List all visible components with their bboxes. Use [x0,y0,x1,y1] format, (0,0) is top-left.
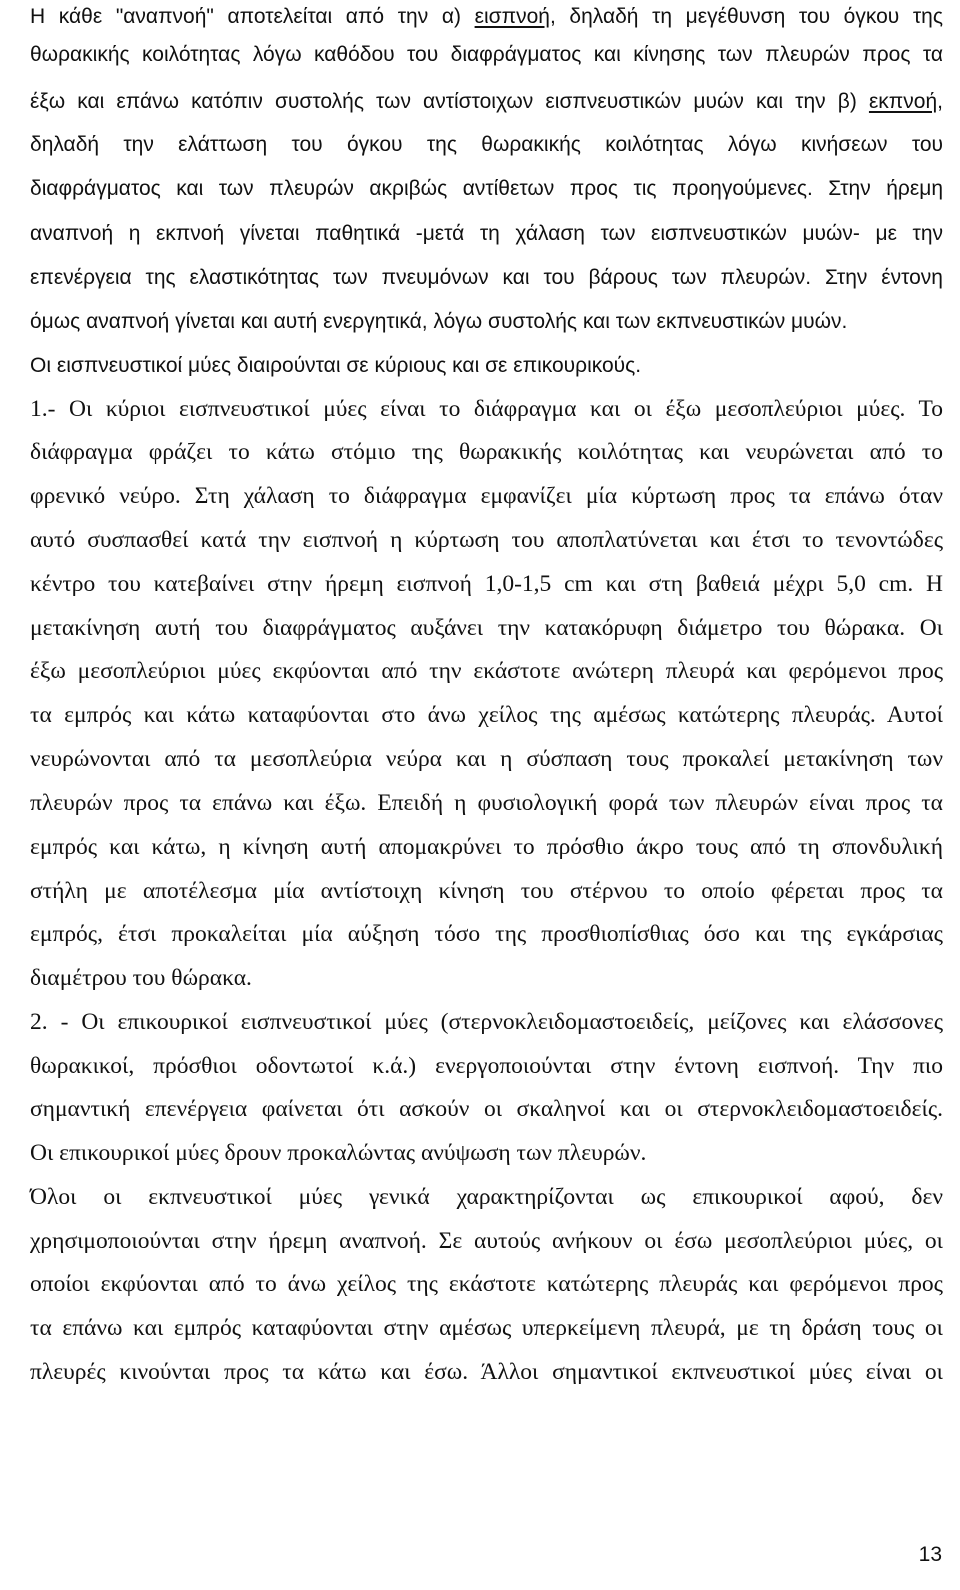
text-span: Η κάθε "αναπνοή" αποτελείται από την α) [30,5,461,28]
text-line: Οι εισπνευστικοί μύες διαιρούνται σε κύριους και σε επικουρικούς. [30,354,642,377]
text-line: πλευρές κινούνται προς τα κάτω και έσω. Άλλοι σημαντικοί εκπνευστικοί μύες είναι οι [30,1359,943,1385]
text-line [30,87,943,117]
text-line: κέντρο του κατεβαίνει στην ήρεμη εισπνοή 1,0-1,5 cm και στη βαθειά μέχρι 5,0 cm. Η [30,571,943,597]
text-line: έξω μεσοπλεύριοι μύες εκφύονται από την εκάστοτε ανώτερη πλευρά και φερόμενοι προς [30,658,943,684]
text-line: όμως αναπνοή γίνεται και αυτή ενεργητικά, λόγω συστολής και των εκπνευστικών μυών. [30,310,848,333]
text-line: οποίοι εκφύονται από το άνω χείλος της εκάστοτε κατώτερης πλευράς και φερόμενοι προς [30,1271,943,1297]
text-line: επενέργεια της ελαστικότητας των πνευμόνων και του βάρους των πλευρών. Στην έντονη [30,266,943,289]
text-line: στήλη με αποτέλεσμα μία αντίστοιχη κίνηση του στέρνου το οποίο φέρεται προς τα [30,878,943,904]
underlined-term-exhalation: εκπνοή [868,90,938,113]
text-span: , [937,90,943,113]
underlined-term-inhalation: εισπνοή [474,5,550,28]
text-span: έξω και επάνω κατόπιν συστολής των αντίστοιχων εισπνευστικών μυών και την β) [30,90,857,113]
text-span: , δηλαδή τη μεγέθυνση του όγκου της [549,5,943,28]
text-line: νευρώνονται από τα μεσοπλεύρια νεύρα και η σύσπαση τους προκαλεί μετακίνηση των [30,746,943,772]
page-number: 13 [918,1543,942,1566]
text-line: τα εμπρός και κάτω καταφύονται στο άνω χείλος της αμέσως κατώτερης πλευράς. Αυτοί [30,702,943,728]
text-line: μετακίνηση αυτή του διαφράγματος αυξάνει την κατακόρυφη διάμετρο του θώρακα. Οι [30,615,943,641]
text-line [30,2,943,32]
text-line: διάφραγμα φράζει το κάτω στόμιο της θωρακικής κοιλότητας και νευρώνεται από το [30,439,943,465]
text-line: τα επάνω και εμπρός καταφύονται στην αμέσως υπερκείμενη πλευρά, με τη δράση τους οι [30,1315,943,1341]
text-line: Όλοι οι εκπνευστικοί μύες γενικά χαρακτηρίζονται ως επικουρικοί αφού, δεν [30,1184,943,1210]
text-line: αυτό συσπασθεί κατά την εισπνοή η κύρτωση του αποπλατύνεται και έτσι το τενοντώδες [30,527,943,553]
text-line: 1.- Οι κύριοι εισπνευστικοί μύες είναι το διάφραγμα και οι έξω μεσοπλεύριοι μύες. Το [30,396,943,422]
text-line: αναπνοή η εκπνοή γίνεται παθητικά -μετά τη χάλαση των εισπνευστικών μυών- με την [30,222,943,245]
text-line: χρησιμοποιούνται στην ήρεμη αναπνοή. Σε αυτούς ανήκουν οι έσω μεσοπλεύριοι μύες, οι [30,1228,943,1254]
text-line: εμπρός, έτσι προκαλείται μία αύξηση τόσο της προσθιοπίσθιας όσο και της εγκάρσιας [30,921,943,947]
text-line: σημαντική επενέργεια φαίνεται ότι ασκούν οι σκαληνοί και οι στερνοκλειδομαστοειδείς. [30,1096,943,1122]
text-line: θωρακικοί, πρόσθιοι οδοντωτοί κ.ά.) ενεργοποιούνται στην έντονη εισπνοή. Την πιο [30,1053,943,1079]
text-line: διαφράγματος και των πλευρών ακριβώς αντίθετων προς τις προηγούμενες. Στην ήρεμη [30,177,943,200]
text-line: διαμέτρου του θώρακα. [30,965,252,991]
text-line: θωρακικής κοιλότητας λόγω καθόδου του διαφράγματος και κίνησης των πλευρών προς τα [30,43,943,66]
text-line: δηλαδή την ελάττωση του όγκου της θωρακικής κοιλότητας λόγω κινήσεων του [30,133,943,156]
text-line: 2. - Οι επικουρικοί εισπνευστικοί μύες (στερνοκλειδομαστοειδείς, μείζονες και ελάσσονες [30,1009,943,1035]
text-line: Οι επικουρικοί μύες δρουν προκαλώντας ανύψωση των πλευρών. [30,1140,647,1166]
text-line: εμπρός και κάτω, η κίνηση αυτή απομακρύνει το πρόσθιο άκρο τους από τη σπονδυλική [30,834,943,860]
text-line: πλευρών προς τα επάνω και έξω. Επειδή η φυσιολογική φορά των πλευρών είναι προς τα [30,790,943,816]
text-line: φρενικό νεύρο. Στη χάλαση το διάφραγμα εμφανίζει μία κύρτωση προς τα επάνω όταν [30,483,943,509]
